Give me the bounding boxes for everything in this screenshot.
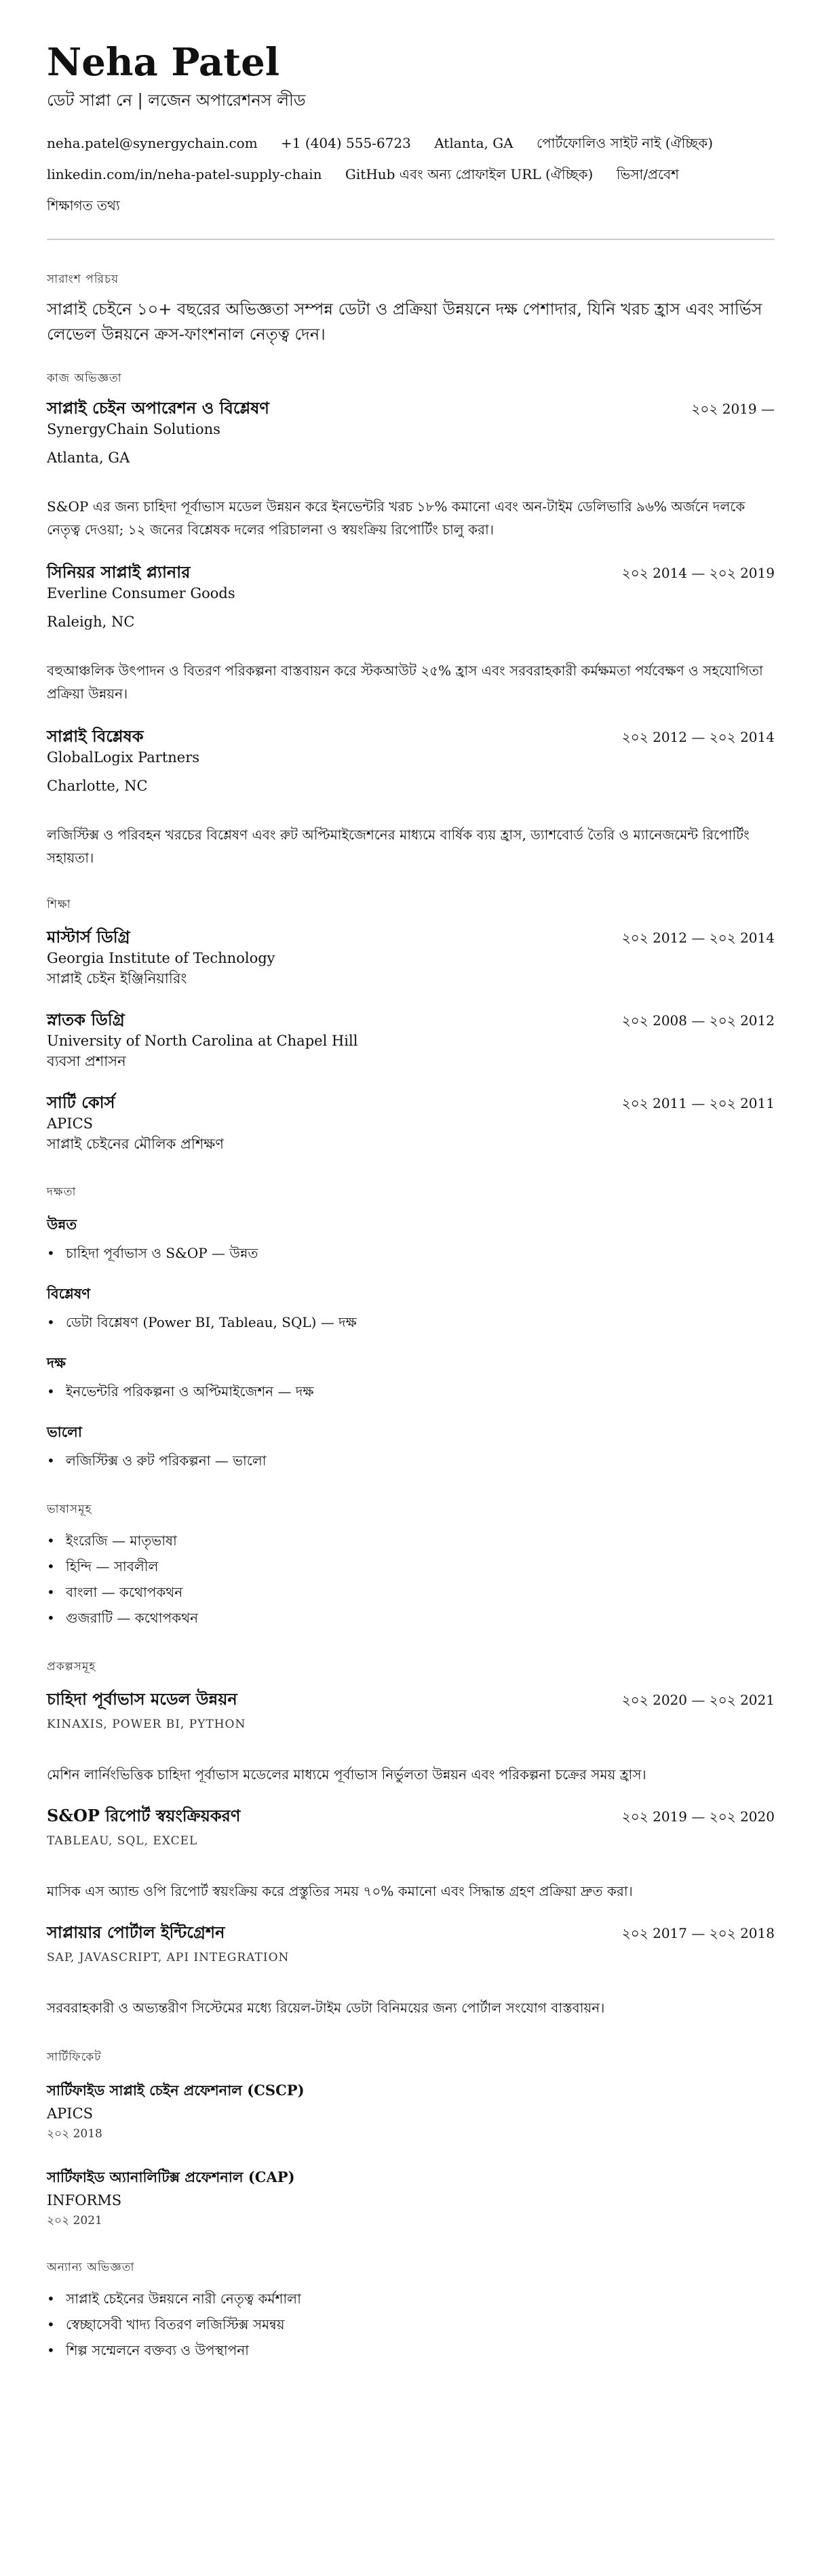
education-item xyxy=(47,1092,775,1154)
skill-group-title: ভালো xyxy=(47,1423,82,1440)
cert-issuer: APICS xyxy=(47,2105,94,2122)
degree-title: স্নাতক ডিগ্রি xyxy=(47,1010,125,1029)
project-title: S&OP রিপোর্ট স্বয়ংক্রিয়করণ xyxy=(47,1806,241,1825)
experience-item xyxy=(47,561,775,705)
contact-email[interactable]: neha.patel@synergychain.com xyxy=(47,135,258,151)
contact-github: GitHub এবং অন্য প্রোফাইল URL (ঐচ্ছিক) xyxy=(345,166,594,182)
skill-group-list xyxy=(47,1450,775,1471)
project-tech: KINAXIS, POWER BI, PYTHON xyxy=(47,1718,246,1731)
job-title: সাপ্লাই চেইন অপারেশন ও বিশ্লেষণ xyxy=(47,398,269,418)
language-item: • হিন্দি — সাবলীল xyxy=(47,1555,775,1577)
certifications-section-title: সার্টিফিকেট xyxy=(47,2050,102,2064)
project-item xyxy=(47,1922,775,2019)
language-item: • গুজরাটি — কথোপকথন xyxy=(47,1607,775,1629)
job-title: সাপ্লাই বিশ্লেষক xyxy=(47,726,144,746)
contact-linkedin[interactable]: linkedin.com/in/neha-patel-supply-chain xyxy=(47,166,322,182)
skills-section-title: দক্ষতা xyxy=(47,1185,77,1199)
cert-date: ২০২ 2018 xyxy=(47,2127,102,2141)
extras-section-title: অন্যান্য অভিজ্ঞতা xyxy=(47,2261,135,2274)
language-item: • ইংরেজি — মাতৃভাষা xyxy=(47,1530,775,1551)
contact-info xyxy=(47,133,775,226)
job-location: Charlotte, NC xyxy=(47,778,148,794)
cert-name: সার্টিফাইড সাপ্লাই চেইন প্রফেশনাল (CSCP) xyxy=(47,2082,305,2099)
candidate-name: Neha Patel xyxy=(47,40,279,85)
projects-section-title: প্রকল্পসমূহ xyxy=(47,1660,96,1673)
degree-dates: ২০২ 2011 — ২০২ 2011 xyxy=(621,1095,775,1111)
skill-group-list xyxy=(47,1311,775,1333)
degree-title: সার্টি কোর্স xyxy=(47,1092,115,1112)
projects-list xyxy=(47,1688,775,2019)
job-dates: ২০২ 2019 — xyxy=(691,401,775,417)
experience-item xyxy=(47,726,775,869)
job-company: GlobalLogix Partners xyxy=(47,749,200,766)
contact-visa: ভিসা/প্রবেশ xyxy=(616,166,679,182)
project-description: সরবরাহকারী ও অভ্যন্তরীণ সিস্টেমের মধ্যে রিয়েল-টাইম ডেটা বিনিময়ের জন্য পোর্টাল সংযোগ বাস্তবায়ন। xyxy=(47,2000,605,2016)
extra-item: • শিল্প সম্মেলনে বক্তব্য ও উপস্থাপনা xyxy=(47,2339,775,2361)
skill-group-list xyxy=(47,1242,775,1264)
experience-section-title: কাজ অভিজ্ঞতা xyxy=(47,372,122,385)
degree-dates: ২০২ 2012 — ২০২ 2014 xyxy=(621,930,775,946)
skill-item: • ডেটা বিশ্লেষণ (Power BI, Tableau, SQL) — দক্ষ xyxy=(47,1311,775,1333)
candidate-headline: ডেট সাপ্লা নে | লজেন অপারেশনস লীড xyxy=(47,91,306,110)
skill-group-title: উন্নত xyxy=(47,1216,77,1233)
project-item xyxy=(47,1805,775,1903)
contact-location: Atlanta, GA xyxy=(434,135,513,151)
resume-content xyxy=(47,41,775,2365)
job-title: সিনিয়র সাপ্লাই প্ল্যানার xyxy=(47,562,191,582)
education-section-title: শিক্ষা xyxy=(47,898,71,911)
experience-list xyxy=(47,397,775,869)
skill-item: • চাহিদা পূর্বাভাস ও S&OP — উন্নত xyxy=(47,1242,775,1264)
degree-field: সাপ্লাই চেইনের মৌলিক প্রশিক্ষণ xyxy=(47,1136,224,1152)
extra-item: • সাপ্লাই চেইনের উন্নয়নে নারী নেতৃত্ব কর্মশালা xyxy=(47,2288,775,2310)
project-dates: ২০২ 2017 — ২০২ 2018 xyxy=(621,1925,775,1941)
degree-institution: University of North Carolina at Chapel Hill xyxy=(47,1033,358,1049)
project-dates: ২০২ 2019 — ২০২ 2020 xyxy=(621,1808,775,1825)
job-description: লজিস্টিক্স ও পরিবহন খরচের বিশ্লেষণ এবং রুট অপ্টিমাইজেশনের মাধ্যমে বার্ষিক ব্যয় হ্রাস, ড্যাশবোর্ড তৈরি ও ম্যানেজমেন্ট রিপোর্টিং সহায়তা। xyxy=(47,827,750,866)
skills-list xyxy=(47,1215,775,1471)
job-company: Everline Consumer Goods xyxy=(47,585,235,601)
project-tech: SAP, JAVASCRIPT, API INTEGRATION xyxy=(47,1951,290,1964)
project-tech: TABLEAU, SQL, EXCEL xyxy=(47,1834,198,1848)
job-description: বহুআঞ্চলিক উৎপাদন ও বিতরণ পরিকল্পনা বাস্তবায়ন করে স্টকআউট ২৫% হ্রাস এবং সরবরাহকারী কর্মক্ষমতা পর্যবেক্ষণ ও সহযোগিতা প্রক্রিয়া উন্নয়ন। xyxy=(47,662,763,702)
job-location: Raleigh, NC xyxy=(47,614,135,630)
languages-list xyxy=(47,1530,775,1629)
job-description: S&OP এর জন্য চাহিদা পূর্বাভাস মডেল উন্নয়ন করে ইনভেন্টরি খরচ ১৮% কমানো এবং অন-টাইম ডেলিভারি ৯৬% অর্জনে দলকে নেতৃত্ব দেওয়া; ১২ জনের বিশ্লেষক দলের পরিচালনা ও স্বয়ংক্রিয় রিপোর্টিং চালু করা। xyxy=(47,498,745,538)
experience-item xyxy=(47,397,775,541)
project-item xyxy=(47,1688,775,1786)
degree-title: মাস্টার্স ডিগ্রি xyxy=(47,927,130,947)
cert-date: ২০২ 2021 xyxy=(47,2214,102,2227)
skill-group-list xyxy=(47,1381,775,1402)
project-dates: ২০২ 2020 — ২০২ 2021 xyxy=(621,1692,775,1708)
degree-institution: Georgia Institute of Technology xyxy=(47,950,275,966)
certifications-list xyxy=(47,2080,775,2230)
degree-dates: ২০২ 2008 — ২০২ 2012 xyxy=(621,1012,775,1029)
summary-section-title: সারাংশ পরিচয় xyxy=(47,273,119,286)
cert-name: সার্টিফাইড অ্যানালিটিক্স প্রফেশনাল (CAP) xyxy=(47,2168,295,2185)
skill-item: • লজিস্টিক্স ও রুট পরিকল্পনা — ভালো xyxy=(47,1450,775,1471)
header-divider xyxy=(47,239,775,240)
project-description: মাসিক এস অ্যান্ড ওপি রিপোর্ট স্বয়ংক্রিয় করে প্রস্তুতির সময় ৭০% কমানো এবং সিদ্ধান্ত গ্রহণ প্রক্রিয়া দ্রুত করা। xyxy=(47,1883,633,1899)
project-description: মেশিন লার্নিংভিত্তিক চাহিদা পূর্বাভাস মডেলের মাধ্যমে পূর্বাভাস নির্ভুলতা উন্নয়ন এবং পরিকল্পনা চক্রের সময় হ্রাস। xyxy=(47,1766,646,1783)
skill-group-title: দক্ষ xyxy=(47,1354,66,1371)
education-list xyxy=(47,926,775,1154)
contact-extra: শিক্ষাগত তথ্য xyxy=(47,197,120,214)
education-item xyxy=(47,1009,775,1071)
summary-text: সাপ্লাই চেইনে ১০+ বছরের অভিজ্ঞতা সম্পন্ন ডেটা ও প্রক্রিয়া উন্নয়নে দক্ষ পেশাদার, যিনি খরচ হ্রাস এবং সার্ভিস লেভেল উন্নয়নে ক্রস-ফাংশনাল নেতৃত্ব দেন। xyxy=(47,300,762,344)
project-title: সাপ্লায়ার পোর্টাল ইন্টিগ্রেশন xyxy=(47,1922,225,1942)
extra-item: • স্বেচ্ছাসেবী খাদ্য বিতরণ লজিস্টিক্স সমন্বয় xyxy=(47,2314,775,2335)
skill-group-title: বিশ্লেষণ xyxy=(47,1285,91,1302)
job-location: Atlanta, GA xyxy=(47,450,130,466)
contact-portfolio: পোর্টফোলিও সাইট নাই (ঐচ্ছিক) xyxy=(537,135,714,151)
languages-section-title: ভাষাসমূহ xyxy=(47,1503,92,1516)
job-dates: ২০২ 2012 — ২০২ 2014 xyxy=(621,729,775,745)
degree-institution: APICS xyxy=(47,1115,94,1132)
degree-field: সাপ্লাই চেইন ইঞ্জিনিয়ারিং xyxy=(47,970,187,987)
job-company: SynergyChain Solutions xyxy=(47,421,220,437)
language-item: • বাংলা — কথোপকথন xyxy=(47,1581,775,1603)
degree-field: ব্যবসা প্রশাসন xyxy=(47,1053,126,1069)
project-title: চাহিদা পূর্বাভাস মডেল উন্নয়ন xyxy=(47,1689,237,1709)
cert-issuer: INFORMS xyxy=(47,2192,122,2208)
extras-list xyxy=(47,2288,775,2361)
job-dates: ২০২ 2014 — ২০২ 2019 xyxy=(621,565,775,581)
skill-item: • ইনভেন্টরি পরিকল্পনা ও অপ্টিমাইজেশন — দক্ষ xyxy=(47,1381,775,1402)
education-item xyxy=(47,926,775,989)
contact-phone[interactable]: +1 (404) 555-6723 xyxy=(281,135,411,151)
